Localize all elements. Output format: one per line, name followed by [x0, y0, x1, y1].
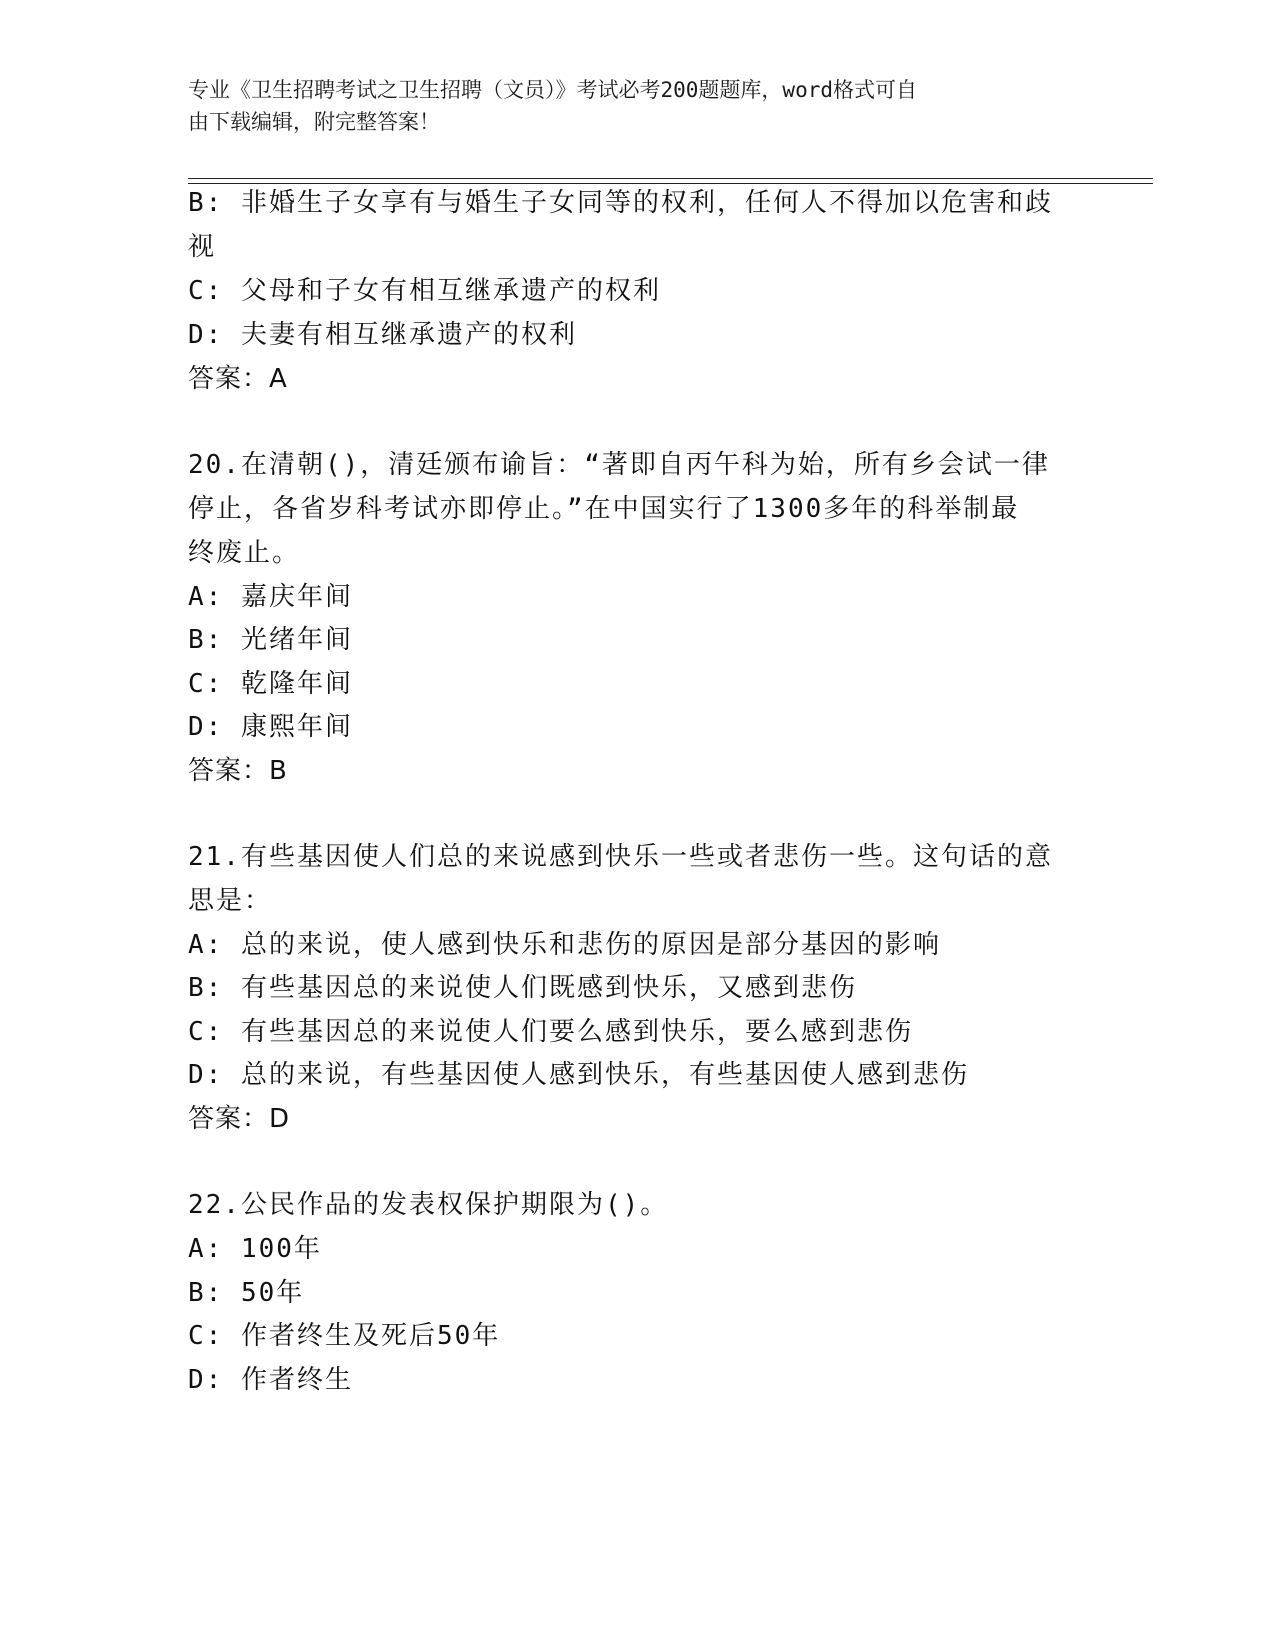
- q22-option-c: C: 作者终生及死后50年: [188, 1321, 501, 1351]
- q22-option-d: D: 作者终生: [188, 1365, 353, 1395]
- q19-option-c: C: 父母和子女有相互继承遗产的权利: [188, 276, 661, 306]
- q19-option-d: D: 夫妻有相互继承遗产的权利: [188, 320, 577, 350]
- q20-option-a: A: 嘉庆年间: [188, 582, 353, 612]
- q20-stem-line1: 20.在清朝()，清廷颁布谕旨：“著即自丙午科为始，所有乡会试一律: [188, 450, 1050, 480]
- q20-option-d: D: 康熙年间: [188, 712, 353, 742]
- q19-answer: 答案：A: [188, 364, 288, 394]
- q20-stem-line3: 终废止。: [188, 538, 301, 568]
- header-rule-bottom: [188, 183, 1153, 184]
- document-header: [188, 74, 1068, 138]
- q21-stem-line1: 21.有些基因使人们总的来说感到快乐一些或者悲伤一些。这句话的意: [188, 842, 1053, 872]
- q20-option-b: B: 光绪年间: [188, 625, 353, 655]
- q19-option-b-line1: B: 非婚生子女享有与婚生子女同等的权利，任何人不得加以危害和歧: [188, 188, 1053, 218]
- q19-option-b-line2: 视: [188, 232, 217, 262]
- q22-stem-line1: 22.公民作品的发表权保护期限为()。: [188, 1190, 669, 1220]
- q21-stem-line2: 思是：: [188, 886, 273, 916]
- q20-option-c: C: 乾隆年间: [188, 669, 353, 699]
- q21-option-d: D: 总的来说，有些基因使人感到快乐，有些基因使人感到悲伤: [188, 1060, 969, 1090]
- q20-stem-line2: 停止，各省岁科考试亦即停止。”在中国实行了1300多年的科举制最: [188, 494, 1020, 524]
- q21-option-a: A: 总的来说，使人感到快乐和悲伤的原因是部分基因的影响: [188, 930, 941, 960]
- header-rule-top: [188, 178, 1153, 179]
- header-line-2: 由下载编辑，附完整答案！: [188, 110, 440, 134]
- q21-answer: 答案：D: [188, 1104, 291, 1134]
- q22-option-a: A: 100年: [188, 1234, 322, 1264]
- header-line-1: 专业《卫生招聘考试之卫生招聘（文员）》考试必考200题题库，word格式可自: [188, 78, 917, 102]
- q22-option-b: B: 50年: [188, 1278, 305, 1308]
- q21-option-c: C: 有些基因总的来说使人们要么感到快乐，要么感到悲伤: [188, 1017, 913, 1047]
- q21-option-b: B: 有些基因总的来说使人们既感到快乐，又感到悲伤: [188, 973, 857, 1003]
- q20-answer: 答案：B: [188, 756, 288, 786]
